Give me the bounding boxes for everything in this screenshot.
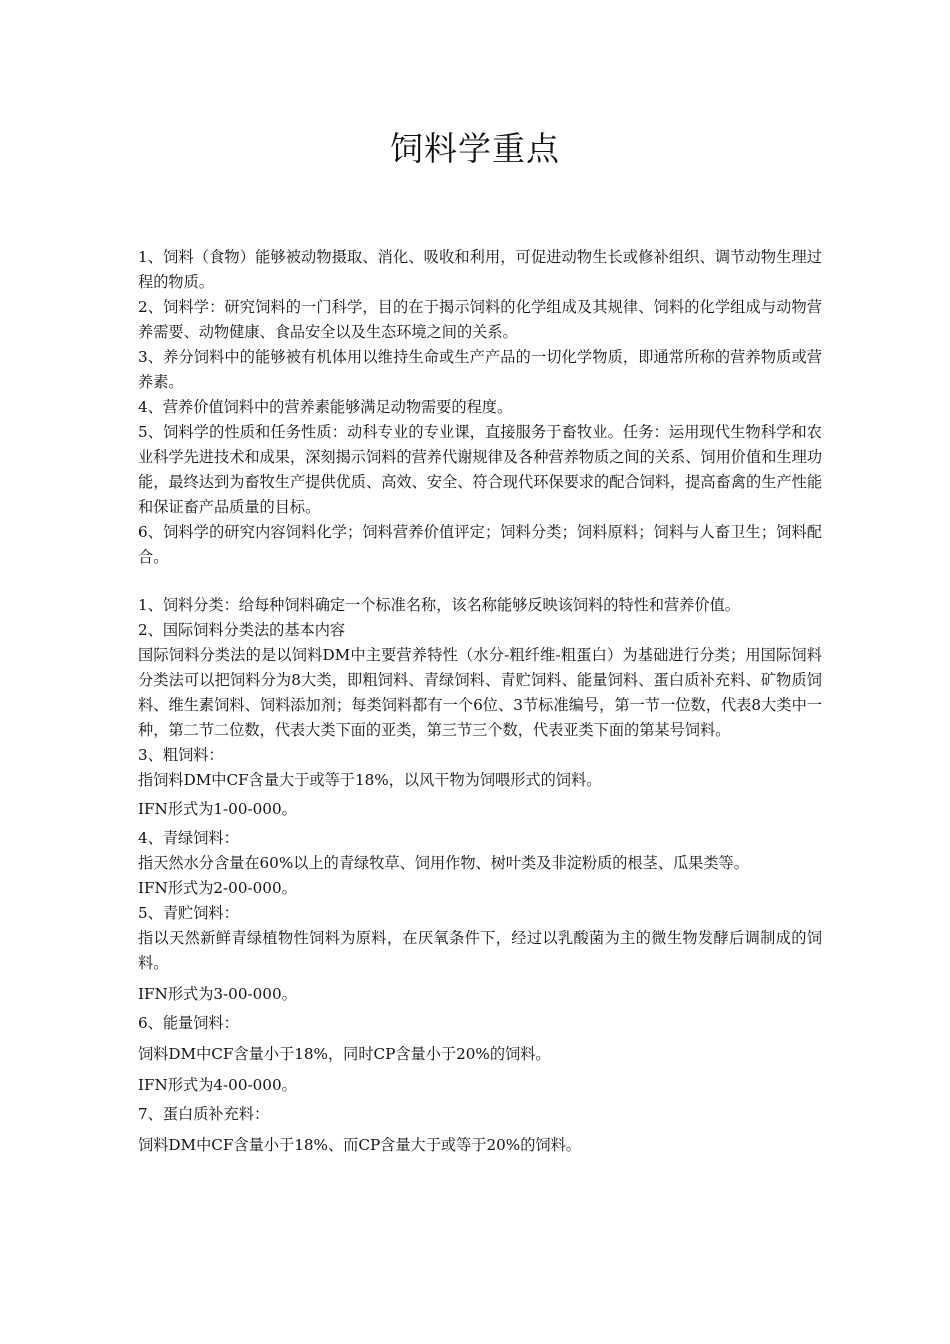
paragraph-protein-supplement: 饲料DM中CF含量小于18%、而CP含量大于或等于20%的饲料。 bbox=[138, 1136, 581, 1154]
ifn-green-forage: IFN形式为2-00-000。 bbox=[138, 879, 297, 897]
heading-international-classification: 2、国际饲料分类法的基本内容 bbox=[138, 621, 346, 639]
paragraph-research-content: 6、饲料学的研究内容饲料化学；饲料营养价值评定；饲料分类；饲料原料；饲料与人畜卫生；饲料配合。 bbox=[138, 523, 822, 566]
paragraph-silage: 指以天然新鲜青绿植物性饲料为原料，在厌氧条件下，经过以乳酸菌为主的微生物发酵后调制成的饲料。 bbox=[138, 929, 822, 972]
paragraph-nutrients: 3、养分饲料中的能够被有机体用以维持生命或生产产品的一切化学物质，即通常所称的营养物质或营养素。 bbox=[138, 348, 822, 391]
page-title: 饲料学重点 bbox=[390, 129, 560, 168]
heading-protein-supplement: 7、蛋白质补充料： bbox=[138, 1105, 270, 1123]
heading-green-forage: 4、青绿饲料： bbox=[138, 829, 239, 847]
heading-energy-feed: 6、能量饲料： bbox=[138, 1014, 239, 1032]
ifn-roughage: IFN形式为1-00-000。 bbox=[138, 800, 297, 818]
heading-roughage: 3、粗饲料： bbox=[138, 746, 224, 764]
ifn-silage: IFN形式为3-00-000。 bbox=[138, 985, 297, 1003]
section-classification bbox=[138, 593, 822, 1158]
paragraph-nature-and-tasks: 5、饲料学的性质和任务性质：动科专业的专业课，直接服务于畜牧业。任务：运用现代生物科学和农业科学先进技术和成果，深刻揭示饲料的营养代谢规律及各种营养物质之间的关系、饲用价值和生理功能，最终达到为畜牧生产提供优质、高效、安全、符合现代环保要求的配合饲料，提高畜禽的生产性能和保证畜产品质量的目标。 bbox=[138, 423, 822, 516]
paragraph-feed-science: 2、饲料学：研究饲料的一门科学，目的在于揭示饲料的化学组成及其规律、饲料的化学组成与动物营养需要、动物健康、食品安全以及生态环境之间的关系。 bbox=[138, 298, 822, 341]
heading-silage: 5、青贮饲料： bbox=[138, 904, 239, 922]
paragraph-international-classification: 国际饲料分类法的是以饲料DM中主要营养特性（水分-粗纤维-粗蛋白）为基础进行分类；用国际饲料分类法可以把饲料分为8大类，即粗饲料、青绿饲料、青贮饲料、能量饲料、蛋白质补充料、矿物质饲料、维生素饲料、饲料添加剂；每类饲料都有一个6位、3节标准编号，第一节一位数，代表8大类中一种，第二节二位数，代表大类下面的亚类，第三节三个数，代表亚类下面的第某号饲料。 bbox=[138, 646, 822, 739]
paragraph-roughage: 指饲料DM中CF含量大于或等于18%，以风干物为饲喂形式的饲料。 bbox=[138, 771, 602, 789]
section-definitions bbox=[138, 245, 822, 570]
paragraph-nutritive-value: 4、营养价值饲料中的营养素能够满足动物需要的程度。 bbox=[138, 398, 513, 416]
paragraph-feed-definition: 1、饲料（食物）能够被动物摄取、消化、吸收和利用，可促进动物生长或修补组织、调节动物生理过程的物质。 bbox=[138, 248, 822, 291]
paragraph-energy-feed: 饲料DM中CF含量小于18%，同时CP含量小于20%的饲料。 bbox=[138, 1045, 551, 1063]
paragraph-green-forage: 指天然水分含量在60%以上的青绿牧草、饲用作物、树叶类及非淀粉质的根茎、瓜果类等。 bbox=[138, 854, 749, 872]
paragraph-feed-classification: 1、饲料分类：给每种饲料确定一个标准名称，该名称能够反映该饲料的特性和营养价值。 bbox=[138, 596, 740, 614]
ifn-energy-feed: IFN形式为4-00-000。 bbox=[138, 1076, 297, 1094]
